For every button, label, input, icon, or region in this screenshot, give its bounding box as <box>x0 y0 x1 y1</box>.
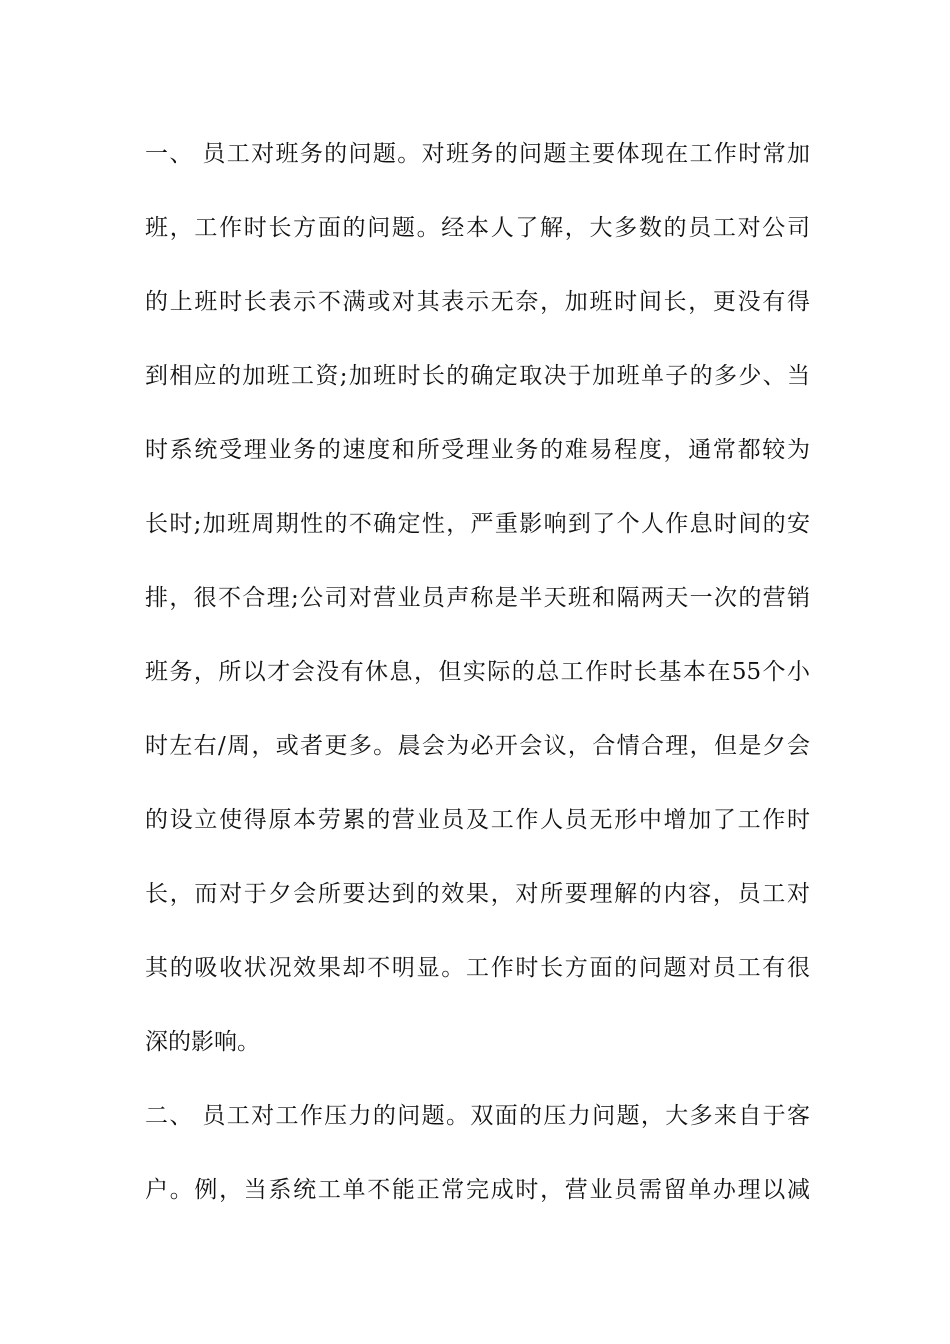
text-line: 的设立使得原本劳累的营业员及工作人员无形中增加了工作时 <box>145 807 810 833</box>
text-line: 班，工作时长方面的问题。经本人了解，大多数的员工对公司 <box>145 215 810 241</box>
text-line: 其的吸收状况效果却不明显。工作时长方面的问题对员工有很 <box>145 955 810 981</box>
text-line: 时左右/周，或者更多。晨会为必开会议，合情合理，但是夕会 <box>145 733 810 759</box>
text-line: 深的影响。 <box>145 1029 260 1055</box>
text-line: 时系统受理业务的速度和所受理业务的难易程度，通常都较为 <box>145 437 810 463</box>
text-line: 到相应的加班工资;加班时长的确定取决于加班单子的多少、当 <box>145 363 810 389</box>
text-line: 长，而对于夕会所要达到的效果，对所要理解的内容，员工对 <box>145 881 810 907</box>
text-line: 户。例，当系统工单不能正常完成时，营业员需留单办理以减 <box>145 1177 810 1203</box>
text-line: 排，很不合理;公司对营业员声称是半天班和隔两天一次的营销 <box>145 585 810 611</box>
text-line: 班务，所以才会没有休息，但实际的总工作时长基本在55个小 <box>145 659 810 685</box>
text-line: 一、 员工对班务的问题。对班务的问题主要体现在工作时常加 <box>145 141 810 167</box>
text-line: 长时;加班周期性的不确定性，严重影响到了个人作息时间的安 <box>145 511 810 537</box>
text-line: 的上班时长表示不满或对其表示无奈，加班时间长，更没有得 <box>145 289 810 315</box>
text-line: 二、 员工对工作压力的问题。双面的压力问题，大多来自于客 <box>145 1103 810 1129</box>
